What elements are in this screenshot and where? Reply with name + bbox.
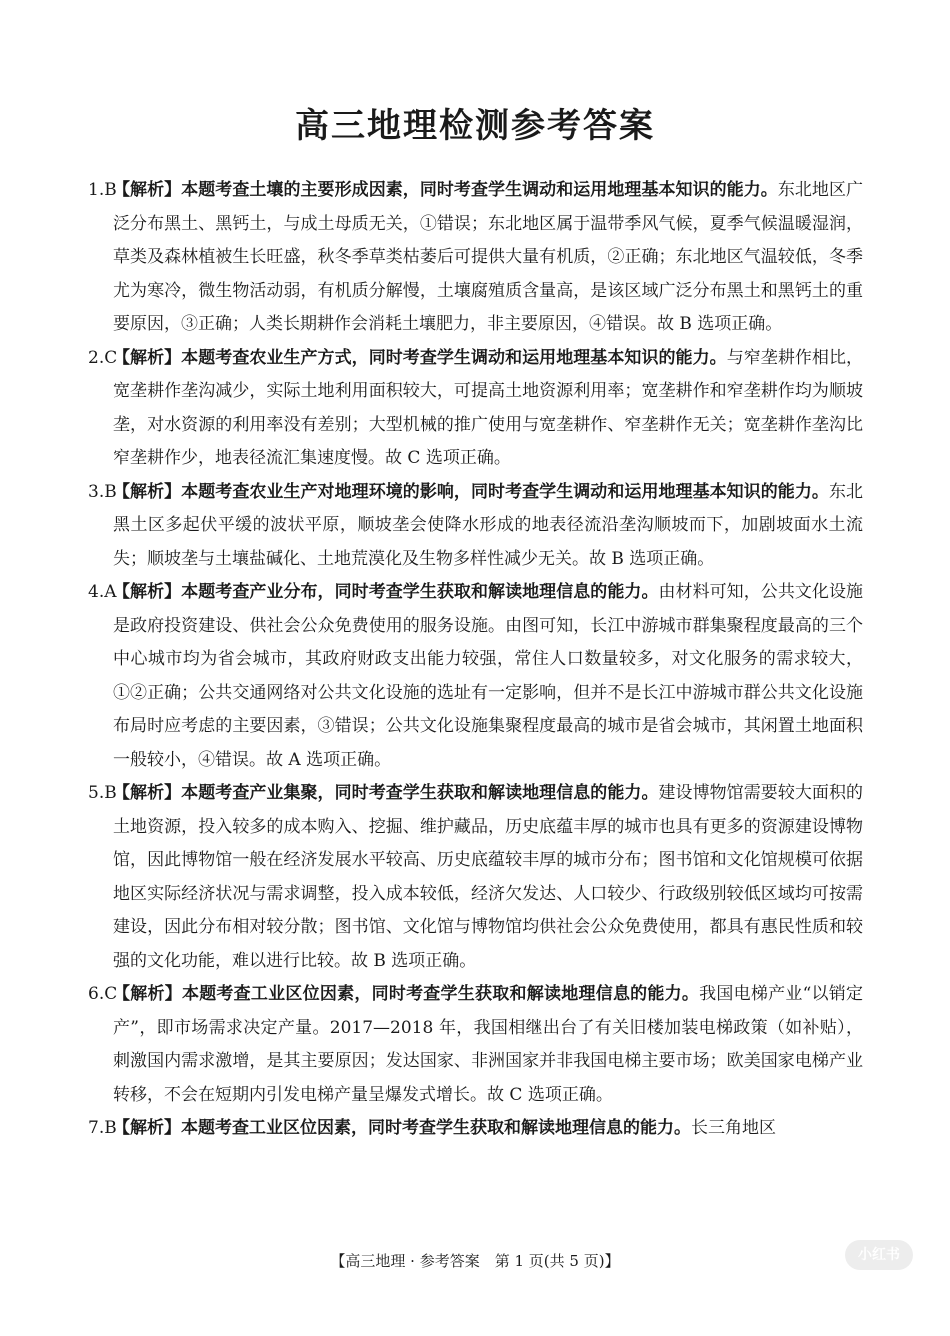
watermark-logo: 小红书: [845, 1240, 913, 1270]
answer-item: [88, 777, 863, 978]
answer-analysis-lead: 【解析】本题考查工业区位因素，同时考查学生获取和解读地理信息的能力。: [113, 984, 700, 1004]
answer-list: [88, 174, 863, 1146]
page-footer: 【高三地理 · 参考答案 第 1 页(共 5 页)】: [330, 1252, 620, 1270]
answer-analysis-lead: 【解析】本题考查农业生产方式，同时考查学生调动和运用地理基本知识的能力。: [113, 347, 727, 368]
answer-explanation: 东北黑土区多起伏平缓的波状平原，顺坡垄会使降水形成的地表径流沿垄沟顺坡而下，加剧坡面水土流失；顺坡垄与土壤盐碱化、土地荒漠化及生物多样性减少无关。故 B 选项正确。: [113, 481, 863, 569]
answer-explanation: 长三角地区: [691, 1118, 776, 1138]
answer-explanation: 我国电梯产业“以销定产”，即市场需求决定产量。2017—2018 年，我国相继出台了有关旧楼加装电梯政策（如补贴），刺激国内需求激增，是其主要原因；发达国家、非洲国家并非我国电梯主要市场；欧美国家电梯产业转移，不会在短期内引发电梯产量呈爆发式增长。故 C 选项正确。: [113, 984, 863, 1105]
answer-analysis-lead: 【解析】本题考查产业集聚，同时考查学生获取和解读地理信息的能力。: [113, 783, 659, 803]
answer-explanation: 与窄垄耕作相比，宽垄耕作垄沟减少，实际土地利用面积较大，可提高土地资源利用率；宽垄耕作和窄垄耕作均为顺坡垄，对水资源的利用率没有差别；大型机械的推广使用与宽垄耕作、窄垄耕作无关；宽垄耕作垄沟比窄垄耕作少，地表径流汇集速度慢。故 C 选项正确。: [113, 347, 864, 468]
page-title: 高三地理检测参考答案: [295, 106, 655, 146]
answer-explanation: 东北地区广泛分布黑土、黑钙土，与成土母质无关，①错误；东北地区属于温带季风气候，夏季气候温暖湿润，草类及森林植被生长旺盛，秋冬季草类枯萎后可提供大量有机质，②正确；东北地区气温较低，冬季尤为寒冷，微生物活动弱，有机质分解慢，土壤腐殖质含量高，是该区域广泛分布黑土和黑钙土的重要原因，③正确；人类长期耕作会消耗土壤肥力，非主要原因，④错误。故 B 选项正确。: [113, 180, 863, 334]
answer-item: [88, 978, 863, 1112]
answer-item: [88, 476, 863, 577]
answer-item: [88, 342, 863, 476]
answer-item: [88, 576, 863, 777]
answer-analysis-lead: 【解析】本题考查工业区位因素，同时考查学生获取和解读地理信息的能力。: [113, 1118, 691, 1138]
answer-number: 4.A: [88, 582, 117, 602]
answer-item: [88, 174, 863, 342]
answer-analysis-lead: 【解析】本题考查农业生产对地理环境的影响，同时考查学生调动和运用地理基本知识的能力。: [113, 481, 829, 502]
answer-explanation: 建设博物馆需要较大面积的土地资源，投入较多的成本购入、挖掘、维护藏品，历史底蕴丰厚的城市也具有更多的资源建设博物馆，因此博物馆一般在经济发展水平较高、历史底蕴较丰厚的城市分布；图书馆和文化馆规模可依据地区实际经济状况与需求调整，投入成本较低，经济欠发达、人口较少、行政级别较低区域均可按需建设，因此分布相对较分散；图书馆、文化馆与博物馆均供社会公众免费使用，都具有惠民性质和较强的文化功能，难以进行比较。故 B 选项正确。: [113, 783, 864, 971]
answer-number: 3.B: [88, 481, 117, 502]
answer-item: [88, 1112, 863, 1146]
answer-analysis-lead: 【解析】本题考查产业分布，同时考查学生获取和解读地理信息的能力。: [113, 582, 659, 602]
answer-number: 1.B: [88, 180, 117, 200]
answer-explanation: 由材料可知，公共文化设施是政府投资建设、供社会公众免费使用的服务设施。由图可知，长江中游城市群集聚程度最高的三个中心城市均为省会城市，其政府财政支出能力较强，常住人口数量较多，对文化服务的需求较大，①②正确；公共交通网络对公共文化设施的选址有一定影响，但并不是长江中游城市群公共文化设施布局时应考虑的主要因素，③错误；公共文化设施集聚程度最高的城市是省会城市，其闲置土地面积一般较小，④错误。故 A 选项正确。: [113, 582, 864, 770]
answer-number: 2.C: [88, 347, 118, 368]
answer-analysis-lead: 【解析】本题考查土壤的主要形成因素，同时考查学生调动和运用地理基本知识的能力。: [113, 180, 778, 200]
answer-number: 6.C: [88, 984, 118, 1004]
answer-number: 5.B: [88, 783, 117, 803]
answer-number: 7.B: [88, 1118, 117, 1138]
